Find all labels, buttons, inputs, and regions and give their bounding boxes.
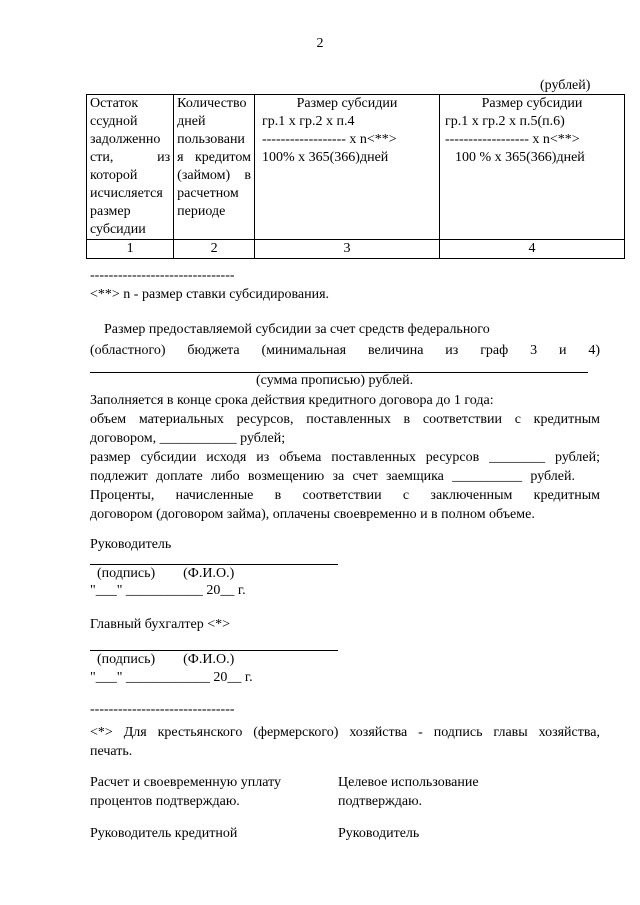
table-number-row [87, 240, 625, 259]
confirm-left-line2: процентов подтверждаю. [90, 794, 240, 809]
head-label: Руководитель [90, 537, 172, 552]
subsidy-calculation-table [86, 94, 625, 259]
fill-line-1: объем материальных ресурсов, поставленных в соответствии с кредитным [90, 412, 600, 427]
confirm-right-line2: подтверждаю. [338, 794, 423, 809]
fill-line-3: размер субсидии исходя из объема поставленных ресурсов ________ рублей; [90, 450, 600, 465]
page-number: 2 [316, 36, 324, 51]
currency-note: (рублей) [540, 78, 591, 93]
accountant-signature-date: "___" ____________ 20__ г. [90, 670, 253, 685]
accountant-signature-line [90, 650, 338, 651]
col1-header: Остаток ссудной задолженно сти, из которой исчисляется размер субсидии [87, 95, 174, 240]
col2-header: Количество дней пользовани я кредитом (займом) в расчетном периоде [174, 95, 255, 240]
head-signature-date: "___" ___________ 20__ г. [90, 583, 246, 598]
bottom-right-label: Руководитель [338, 826, 420, 841]
confirm-left-line1: Расчет и своевременную уплату [90, 775, 282, 790]
confirm-right-line1: Целевое использование [338, 775, 479, 790]
footnote-separator-2: ------------------------------- [90, 702, 235, 717]
fill-line-2: договором, ___________ рублей; [90, 431, 286, 446]
col3-number: 3 [254, 240, 439, 259]
subsidy-paragraph-line1: Размер предоставляемой субсидии за счет средств федерального [104, 322, 490, 337]
fill-line-6: договором (договором займа), оплачены своевременно и в полном объеме. [90, 507, 535, 522]
accountant-signature-caption: (подпись) (Ф.И.О.) [97, 652, 235, 667]
footnote-star-line1: <*> Для крестьянского (фермерского) хозяйства - подпись главы хозяйства, [90, 725, 600, 740]
head-signature-line [90, 564, 338, 565]
subsidy-paragraph-line2: (областного) бюджета (минимальная величина из граф 3 и 4) [90, 343, 600, 358]
table-header-row [87, 95, 625, 240]
col4-number: 4 [439, 240, 624, 259]
fill-intro: Заполняется в конце срока действия кредитного договора до 1 года: [90, 393, 494, 408]
bottom-left-label: Руководитель кредитной [90, 826, 238, 841]
footnote-n: <**> n - размер ставки субсидирования. [90, 287, 330, 302]
sum-in-words-caption: (сумма прописью) рублей. [256, 373, 414, 388]
fill-line-5: Проценты, начисленные в соответствии с заключенным кредитным [90, 488, 600, 503]
footnote-star-line2: печать. [90, 744, 133, 759]
footnote-separator: ------------------------------- [90, 268, 235, 283]
col3-header: Размер субсидии гр.1 x гр.2 x п.4 ------------------ x n<**> 100% x 365(366)дней [254, 95, 439, 240]
accountant-label: Главный бухгалтер <*> [90, 617, 231, 632]
col2-number: 2 [174, 240, 255, 259]
head-signature-caption: (подпись) (Ф.И.О.) [97, 566, 235, 581]
fill-line-4: подлежит доплате либо возмещению за счет заемщика __________ рублей. [90, 469, 575, 484]
col4-header: Размер субсидии гр.1 x гр.2 x п.5(п.6) ------------------ x n<**> 100 % x 365(366)дней [439, 95, 624, 240]
col1-number: 1 [87, 240, 174, 259]
